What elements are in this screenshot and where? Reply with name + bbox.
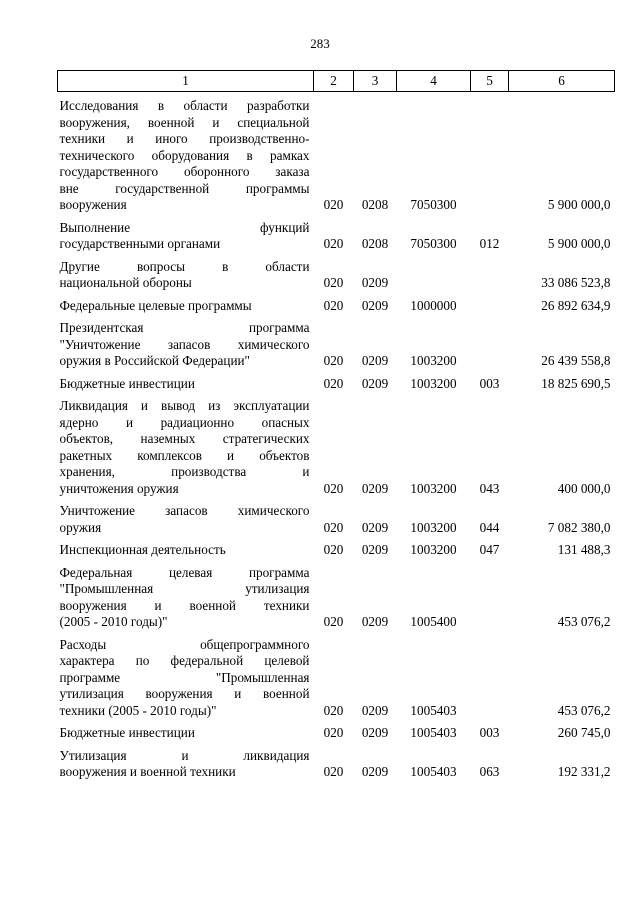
row-description	[58, 536, 314, 559]
ministry-code: 020	[323, 236, 344, 251]
expense-type-code	[471, 631, 509, 720]
expense-type-code	[471, 253, 509, 292]
amount-value: 7 082 380,0	[547, 519, 611, 535]
description-line: характера по федеральной целевой	[59, 653, 310, 668]
table-row	[58, 92, 615, 214]
target-article-code: 7050300	[410, 236, 457, 251]
target-article-code: 1003200	[410, 353, 457, 368]
description-line: Инспекционная деятельность	[59, 542, 226, 557]
description-line: техники (2005 - 2010 годы)"	[59, 702, 217, 718]
description-line: программе "Промышленная	[59, 669, 310, 685]
row-description	[58, 292, 314, 315]
ministry-code: 020	[323, 375, 344, 391]
description-line: Расходы общепрограммного	[59, 636, 310, 652]
section-code: 0208	[361, 197, 389, 212]
table-row	[58, 742, 615, 781]
target-article-code: 1005403	[410, 702, 457, 718]
column-header-2: 2	[314, 71, 354, 92]
row-description	[58, 719, 314, 742]
column-header-5: 5	[471, 71, 509, 92]
table-row	[58, 719, 615, 742]
ministry-code: 020	[323, 480, 344, 496]
description-line: вне государственной программы	[59, 180, 310, 196]
description-line: вооружения и военной техники	[59, 764, 236, 779]
row-description	[58, 392, 314, 497]
row-description	[58, 631, 314, 720]
description-line: Федеральные целевые программы	[59, 297, 252, 313]
ministry-code: 020	[323, 519, 344, 535]
target-article-code: 1005403	[410, 764, 457, 779]
expense-type-code: 043	[479, 480, 500, 496]
description-line: техники и иного производственно-	[59, 131, 310, 146]
table-row	[58, 292, 615, 315]
ministry-code: 020	[323, 614, 344, 629]
description-line: Уничтожение запасов химического	[59, 503, 310, 518]
expense-type-code	[471, 292, 509, 315]
target-article-code: 1003200	[410, 480, 457, 496]
section-code: 0209	[361, 480, 389, 496]
section-code: 0209	[361, 725, 389, 740]
column-header-6: 6	[509, 71, 615, 92]
description-line: национальной обороны	[59, 275, 192, 290]
table-row	[58, 497, 615, 536]
expense-type-code: 003	[479, 725, 500, 740]
target-article-code: 1003200	[410, 519, 457, 535]
table-row	[58, 559, 615, 631]
target-article-code: 1003200	[410, 542, 457, 557]
expense-type-code: 003	[479, 375, 500, 391]
description-line: (2005 - 2010 годы)"	[59, 614, 168, 629]
amount-value: 26 892 634,9	[541, 297, 611, 313]
description-line: "Промышленная утилизация	[59, 581, 310, 596]
section-code: 0209	[361, 297, 389, 313]
target-article-code: 1005403	[410, 725, 457, 740]
description-line: Ликвидация и вывод из эксплуатации	[59, 398, 310, 413]
amount-value: 26 439 558,8	[541, 353, 611, 368]
description-line: вооружения и военной техники	[59, 597, 310, 613]
description-line: вооружения, военной и специальной	[59, 114, 310, 130]
page-number: 283	[310, 36, 330, 51]
table-header	[58, 71, 615, 92]
table-row	[58, 536, 615, 559]
amount-value: 453 076,2	[557, 702, 611, 718]
amount-value: 192 331,2	[557, 764, 611, 779]
row-description	[58, 314, 314, 370]
ministry-code: 020	[323, 725, 344, 740]
budget-table	[57, 70, 615, 781]
row-description	[58, 742, 314, 781]
description-line: государственного оборонного заказа	[59, 164, 310, 179]
amount-value: 260 745,0	[557, 725, 611, 740]
description-line: "Уничтожение запасов химического	[59, 336, 310, 352]
target-article-code	[397, 253, 471, 292]
expense-type-code: 063	[479, 764, 500, 779]
table-row	[58, 370, 615, 393]
description-line: Федеральная целевая программа	[59, 564, 310, 580]
description-line: технического оборудования в рамках	[59, 147, 310, 163]
description-line: ракетных комплексов и объектов	[59, 447, 310, 463]
description-line: оружия в Российской Федерации"	[59, 353, 250, 368]
section-code: 0209	[361, 275, 389, 290]
amount-value: 131 488,3	[557, 542, 611, 557]
column-header-4: 4	[397, 71, 471, 92]
description-line: Исследования в области разработки	[59, 98, 310, 113]
section-code: 0209	[361, 614, 389, 629]
row-description	[58, 253, 314, 292]
expense-type-code	[471, 314, 509, 370]
section-code: 0209	[361, 353, 389, 368]
description-line: Выполнение функций	[59, 219, 310, 235]
description-line: ядерно и радиационно опасных	[59, 414, 310, 430]
amount-value: 453 076,2	[557, 614, 611, 629]
description-line: Утилизация и ликвидация	[59, 747, 310, 763]
header-row	[58, 71, 615, 92]
row-description	[58, 370, 314, 393]
expense-type-code: 044	[479, 519, 500, 535]
ministry-code: 020	[323, 702, 344, 718]
description-line: Бюджетные инвестиции	[59, 725, 195, 740]
target-article-code: 7050300	[410, 197, 457, 212]
table-row	[58, 392, 615, 497]
section-code: 0209	[361, 519, 389, 535]
target-article-code: 1003200	[410, 375, 457, 391]
section-code: 0208	[361, 236, 389, 251]
column-header-1: 1	[58, 71, 314, 92]
ministry-code: 020	[323, 353, 344, 368]
description-line: объектов, наземных стратегических	[59, 431, 310, 446]
expense-type-code	[471, 559, 509, 631]
row-description	[58, 559, 314, 631]
ministry-code: 020	[323, 275, 344, 290]
expense-type-code: 047	[479, 542, 500, 557]
description-line: Другие вопросы в области	[59, 258, 310, 274]
description-line: Президентская программа	[59, 320, 310, 335]
ministry-code: 020	[323, 542, 344, 557]
description-line: уничтожения оружия	[59, 480, 179, 496]
description-line: государственными органами	[59, 236, 221, 251]
ministry-code: 020	[323, 764, 344, 779]
description-line: хранения, производства и	[59, 464, 310, 479]
amount-value: 400 000,0	[557, 480, 611, 496]
expense-type-code	[471, 92, 509, 214]
description-line: вооружения	[59, 197, 127, 212]
target-article-code: 1000000	[410, 297, 457, 313]
description-line: оружия	[59, 519, 102, 535]
table-row	[58, 253, 615, 292]
table-row	[58, 314, 615, 370]
table-body	[58, 92, 615, 781]
description-line: Бюджетные инвестиции	[59, 375, 195, 391]
ministry-code: 020	[323, 197, 344, 212]
section-code: 0209	[361, 375, 389, 391]
row-description	[58, 92, 314, 214]
table-row	[58, 214, 615, 253]
section-code: 0209	[361, 764, 389, 779]
amount-value: 33 086 523,8	[541, 275, 611, 290]
amount-value: 5 900 000,0	[547, 197, 611, 212]
section-code: 0209	[361, 542, 389, 557]
expense-type-code: 012	[479, 236, 500, 251]
ministry-code: 020	[323, 297, 344, 313]
description-line: утилизация вооружения и военной	[59, 686, 310, 701]
amount-value: 5 900 000,0	[547, 236, 611, 251]
row-description	[58, 497, 314, 536]
target-article-code: 1005400	[410, 614, 457, 629]
table-row	[58, 631, 615, 720]
row-description	[58, 214, 314, 253]
section-code: 0209	[361, 702, 389, 718]
column-header-3: 3	[354, 71, 397, 92]
amount-value: 18 825 690,5	[541, 375, 611, 391]
